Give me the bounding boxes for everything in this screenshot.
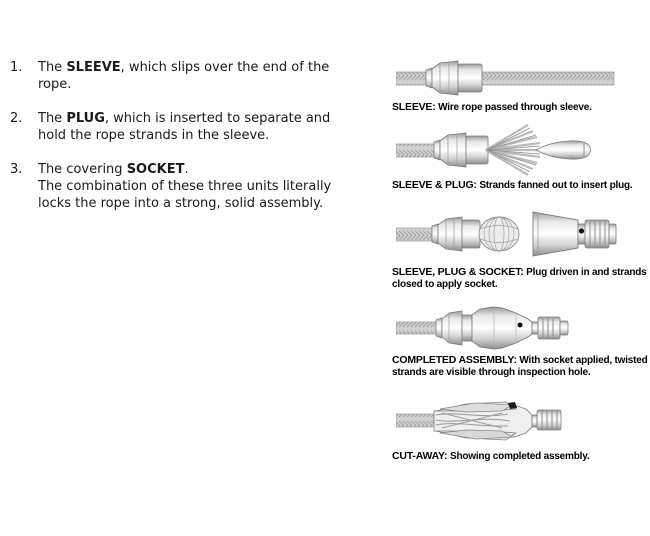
figure-cutaway — [392, 393, 650, 463]
list-item-number: 3. — [10, 162, 23, 177]
step-paragraph: The combination of these three units literally locks the rope into a strong, solid assembly. — [38, 179, 332, 211]
figure-completed-assembly — [392, 303, 650, 378]
figure-caption: SLEEVE: Wire rope passed through sleeve. — [392, 101, 592, 113]
list-item — [10, 110, 332, 144]
figure-caption: CUT-AWAY: Showing completed assembly. — [392, 450, 590, 462]
list-item-text — [38, 110, 332, 144]
list-item-number: 1. — [10, 60, 23, 75]
list-item-text — [38, 59, 332, 93]
figure-caption: COMPLETED ASSEMBLY: With socket applied, twisted strands are visible through inspection hole. — [392, 354, 648, 378]
inspection-hole-icon — [518, 323, 523, 328]
step-paragraph: The covering SOCKET. — [38, 162, 189, 177]
sleeve-illustration — [396, 56, 636, 100]
list-item-text — [38, 161, 332, 212]
figure-caption: SLEEVE, PLUG & SOCKET: Plug driven in and strands closed to apply socket. — [392, 266, 647, 290]
inspection-hole-icon — [579, 228, 584, 233]
completed-assembly-illustration — [396, 303, 616, 353]
sleeve-plug-socket-illustration — [396, 203, 641, 265]
step-paragraph: The PLUG, which is inserted to separate and hold the rope strands in the sleeve. — [38, 111, 331, 143]
steps-list — [10, 59, 332, 229]
list-item — [10, 161, 332, 212]
list-item-number: 2. — [10, 111, 23, 126]
figure-sleeve-plug — [392, 122, 650, 192]
list-item — [10, 59, 332, 93]
cutaway-illustration — [396, 393, 616, 449]
figure-sleeve — [392, 56, 650, 114]
step-paragraph: The SLEEVE, which slips over the end of the rope. — [38, 60, 330, 92]
figure-caption: SLEEVE & PLUG: Strands fanned out to insert plug. — [392, 179, 633, 191]
figure-sleeve-plug-socket — [392, 203, 650, 290]
sleeve-plug-illustration — [396, 122, 641, 178]
